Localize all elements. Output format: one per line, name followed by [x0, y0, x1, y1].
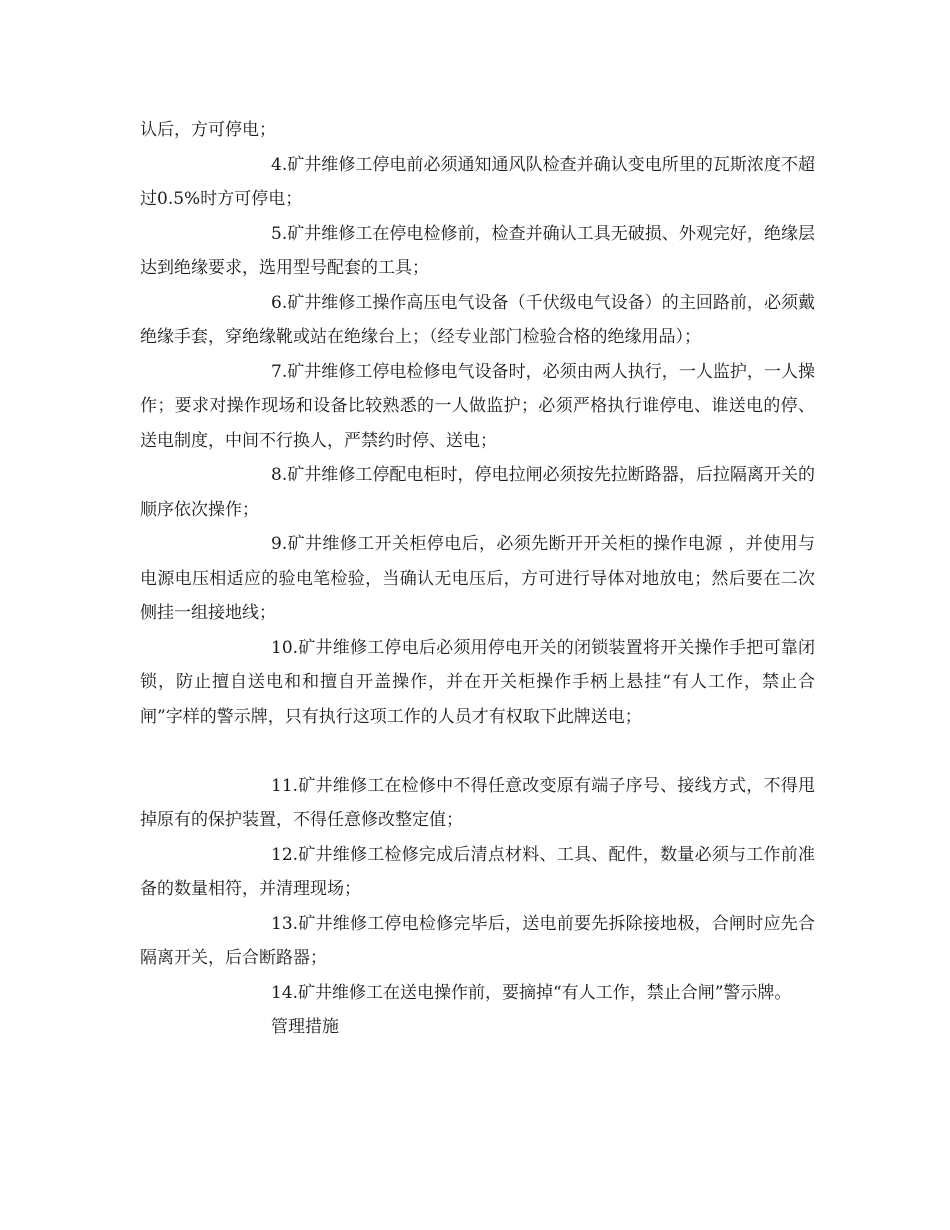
paragraph-item-4: 4.矿井维修工停电前必须通知通风队检查并确认变电所里的瓦斯浓度不超过0.5%时方可停电；	[140, 154, 815, 209]
blank-line	[140, 734, 815, 769]
paragraph-item-11: 11.矿井维修工在检修中不得任意改变原有端子序号、接线方式，不得甩掉原有的保护装置，不得任意修改整定值；	[140, 775, 815, 830]
paragraph-item-7: 7.矿井维修工停电检修电气设备时，必须由两人执行，一人监护，一人操作；要求对操作现场和设备比较熟悉的一人做监护；必须严格执行谁停电、谁送电的停、送电制度，中间不行换人，严禁约时停、送电；	[140, 361, 815, 451]
section-heading: 管理措施	[271, 1017, 339, 1037]
document-body	[140, 113, 815, 1045]
paragraph-item-9: 9.矿井维修工开关柜停电后，必须先断开开关柜的操作电源 ，并使用与电源电压相适应的验电笔检验，当确认无电压后，方可进行导体对地放电；然后要在二次侧挂一组接地线；	[140, 534, 815, 623]
paragraph-item-12: 12.矿井维修工检修完成后清点材料、工具、配件，数量必须与工作前准备的数量相符，并清理现场；	[140, 844, 815, 899]
paragraph-continuation: 认后，方可停电；	[140, 120, 276, 140]
paragraph-item-13: 13.矿井维修工停电检修完毕后，送电前要先拆除接地极，合闸时应先合隔离开关，后合断路器；	[140, 913, 815, 968]
paragraph-item-10: 10.矿井维修工停电后必须用停电开关的闭锁装置将开关操作手把可靠闭锁，防止擅自送电和和擅自开盖操作，并在开关柜操作手柄上悬挂“有人工作，禁止合闸”字样的警示牌，只有执行这项工作的人员才有权取下此牌送电；	[140, 637, 815, 727]
paragraph-item-6: 6.矿井维修工操作高压电气设备（千伏级电气设备）的主回路前，必须戴绝缘手套，穿绝缘靴或站在绝缘台上；（经专业部门检验合格的绝缘用品）；	[140, 292, 815, 347]
paragraph-item-14: 14.矿井维修工在送电操作前，要摘掉“有人工作，禁止合闸”警示牌。	[271, 982, 792, 1003]
paragraph-item-8: 8.矿井维修工停配电柜时，停电拉闸必须按先拉断路器，后拉隔离开关的顺序依次操作；	[140, 465, 815, 520]
paragraph-item-5: 5.矿井维修工在停电检修前，检查并确认工具无破损、外观完好，绝缘层达到绝缘要求，选用型号配套的工具；	[140, 223, 815, 278]
